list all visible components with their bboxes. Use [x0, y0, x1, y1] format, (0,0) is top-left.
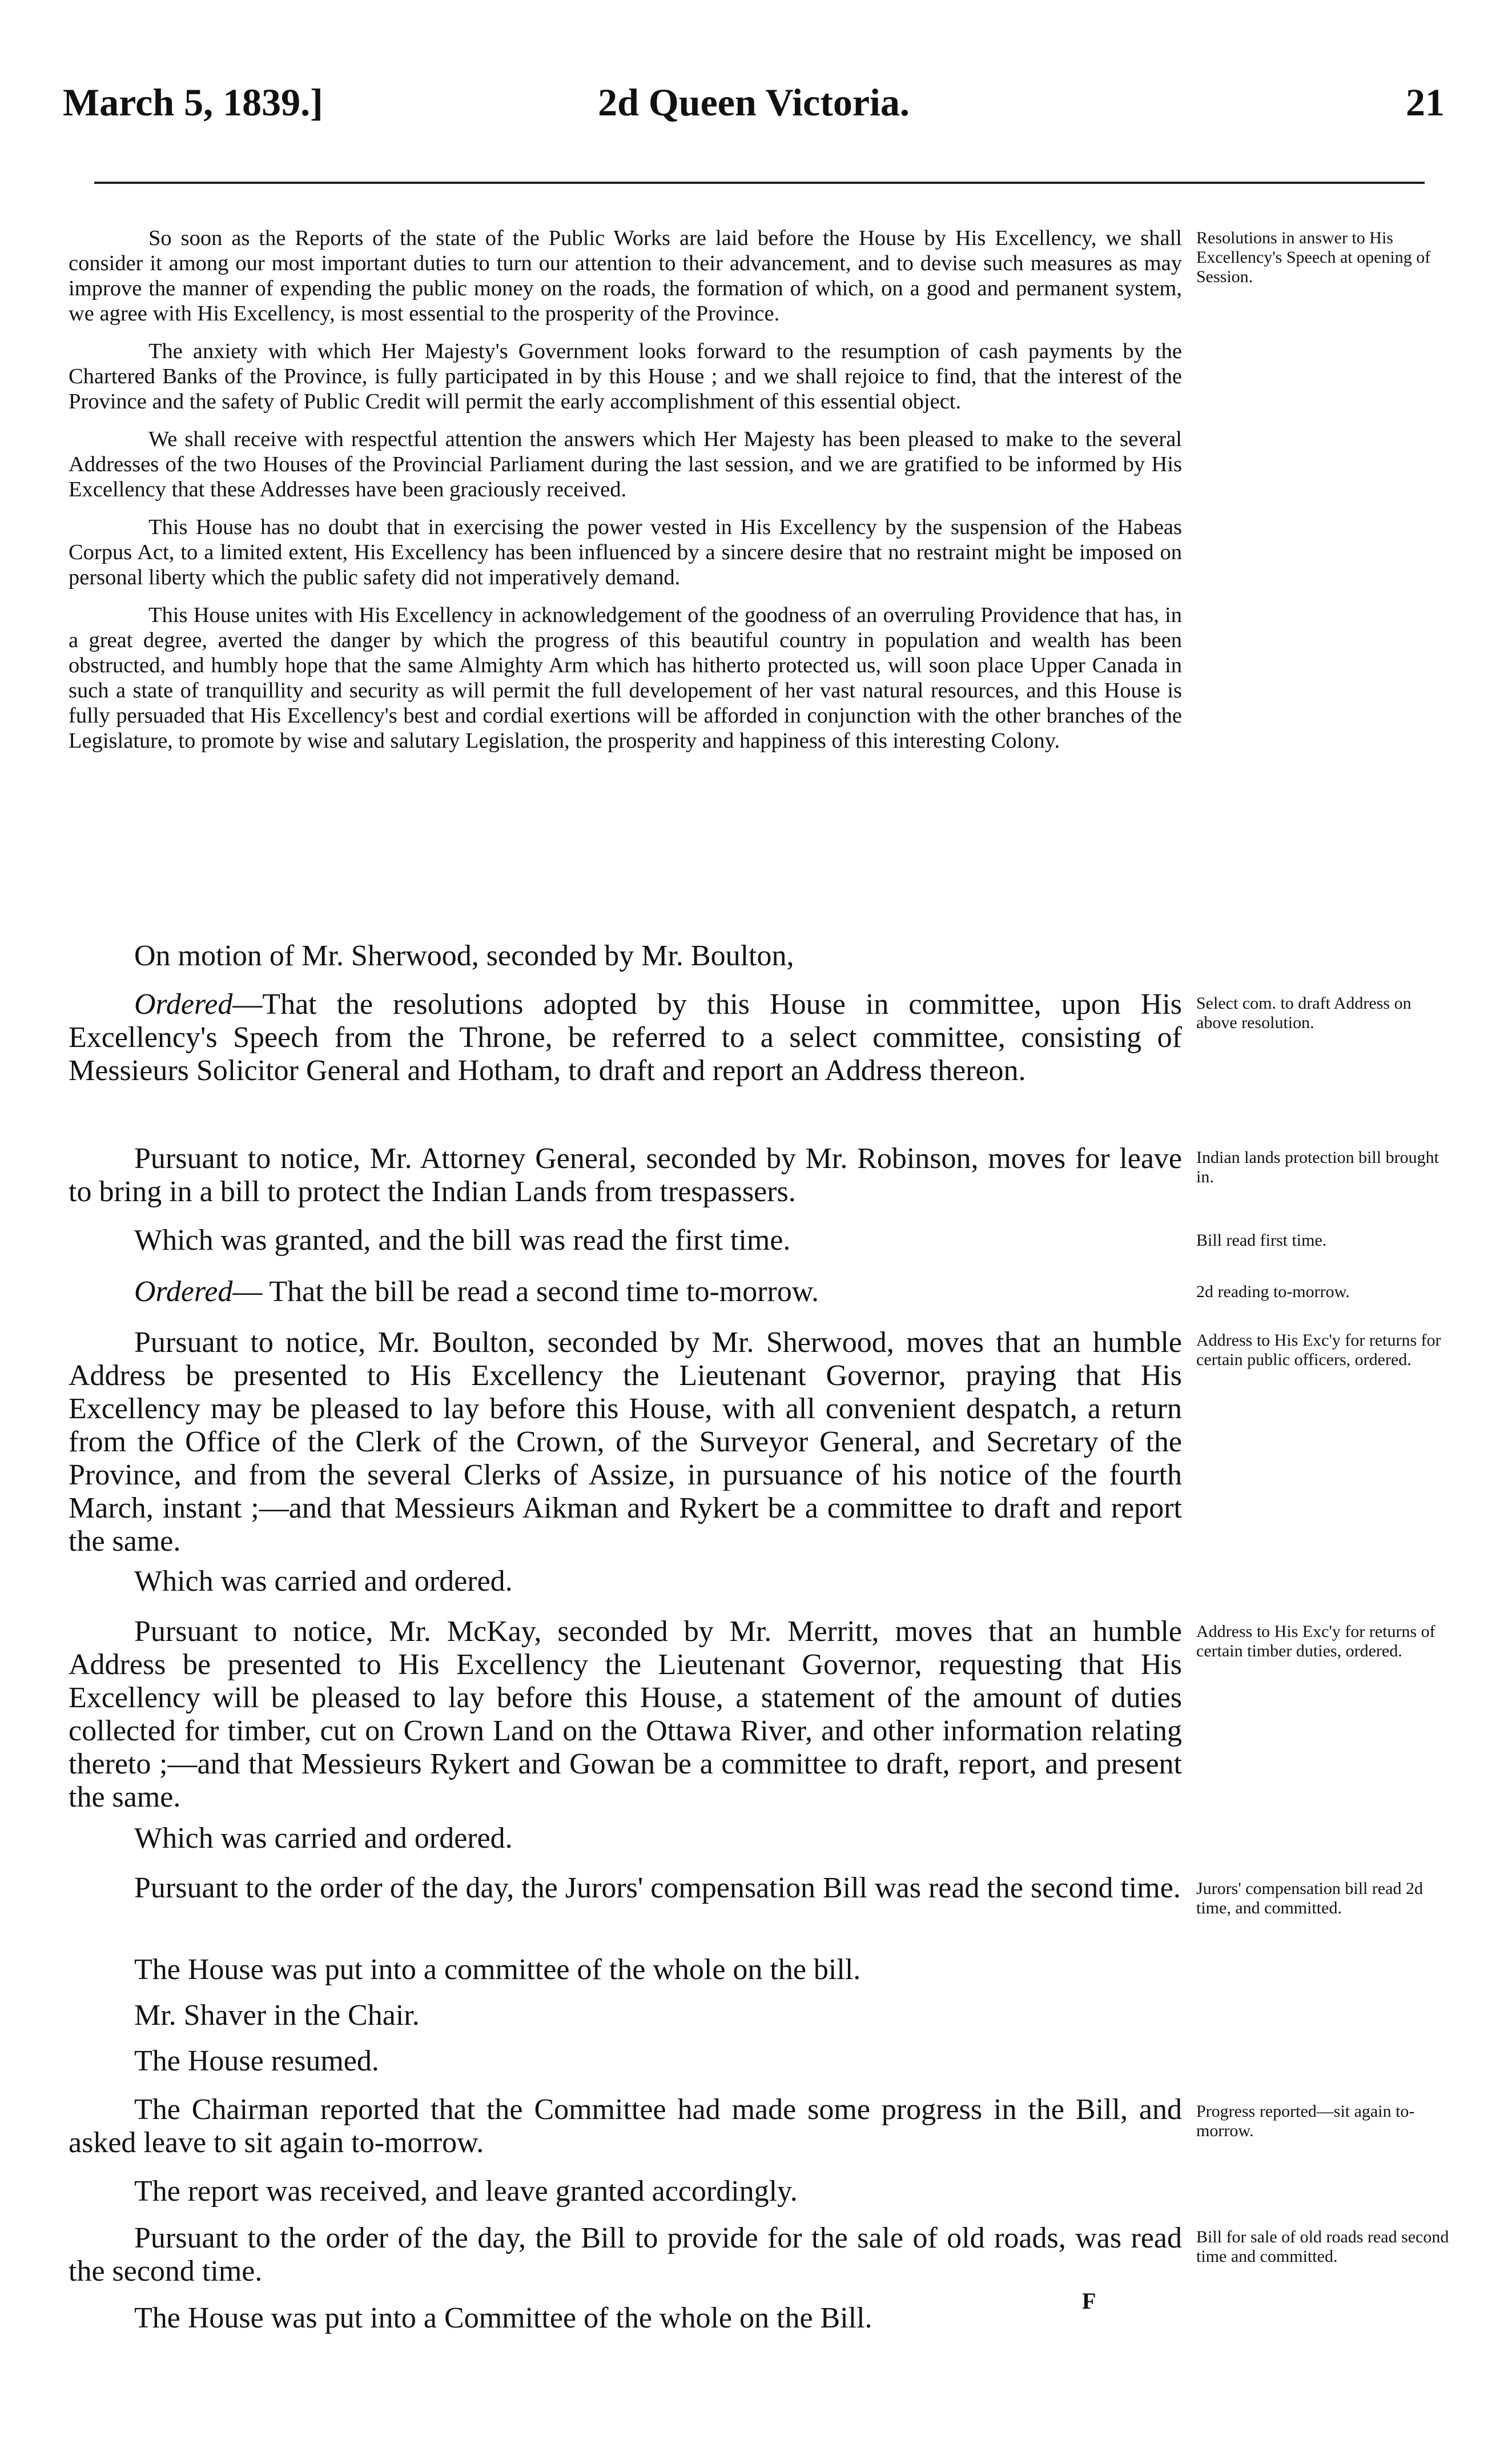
- resolution-paragraph: We shall receive with respectful attention the answers which Her Majesty has been pleased to make to the several Addresses of the two Houses of the Provincial Parliament during the last session, and we are gratified to be informed by His Excellency that these Addresses have been graciously received.: [69, 427, 1182, 501]
- margin-note: Indian lands protection bill brought in.: [1196, 1148, 1439, 1186]
- margin-note: Progress reported—sit again to-morrow.: [1196, 2102, 1415, 2140]
- margin-note: Resolutions in answer to His Excellency's Speech at opening of Session.: [1196, 228, 1431, 286]
- resolution-paragraph: So soon as the Reports of the state of the Public Works are laid before the House by His Excellency, we shall consider it among our most important duties to turn our attention to their advancement, and to devise such measures as may improve the manner of expending the public money on the roads, the formation of which, on a good and permanent system, we agree with His Excellency, is most essential to the prosperity of the Province.: [69, 226, 1182, 326]
- ordered-label: Ordered: [134, 1275, 233, 1308]
- ordered-label: Ordered: [134, 988, 233, 1021]
- report-received: The report was received, and leave granted accordingly.: [134, 2175, 798, 2208]
- bill-granted: Which was granted, and the bill was read the first time.: [134, 1224, 791, 1257]
- resolution-paragraph: The anxiety with which Her Majesty's Government looks forward to the resumption of cash payments by the Chartered Banks of the Province, is fully participated in by this House ; and we shall rejoice to find, that the interest of the Province and the safety of Public Credit will permit the early accomplishment of this essential object.: [69, 339, 1182, 414]
- ordered-select-committee: [69, 988, 1182, 1087]
- ordered-text: — That the bill be read a second time to-morrow.: [232, 1275, 819, 1308]
- address-officers-motion: Pursuant to notice, Mr. Boulton, seconded by Mr. Sherwood, moves that an humble Address be presented to His Excellency the Lieutenant Governor, praying that His Excellency may be pleased to lay before this House, with all convenient despatch, a return from the Office of the Clerk of the Crown, of the Surveyor General, and Secretary of the Province, and from the several Clerks of Assize, in pursuance of his notice of the fourth March, instant ;—and that Messieurs Aikman and Rykert be a committee to draft and report the same.: [69, 1326, 1182, 1558]
- margin-note: Select com. to draft Address on above resolution.: [1196, 994, 1412, 1032]
- carried-ordered: Which was carried and ordered.: [134, 1565, 513, 1598]
- motion-line: On motion of Mr. Sherwood, seconded by Mr. Boulton,: [134, 940, 794, 972]
- jurors-bill: Pursuant to the order of the day, the Jurors' compensation Bill was read the second time.: [134, 1872, 1181, 1904]
- carried-ordered: Which was carried and ordered.: [134, 1822, 513, 1855]
- header-date: March 5, 1839.]: [63, 81, 323, 124]
- page-header: [63, 80, 1445, 143]
- resolution-paragraph: This House has no doubt that in exercising the power vested in His Excellency by the suspension of the Habeas Corpus Act, to a limited extent, His Excellency has been influenced by a sincere desire that no restraint might be imposed on personal liberty which the public safety did not imperatively demand.: [69, 515, 1182, 589]
- committee-line: The House was put into a committee of the whole on the bill.: [134, 1953, 861, 1986]
- old-roads-bill: Pursuant to the order of the day, the Bill to provide for the sale of old roads, was read the second time.: [69, 2222, 1182, 2288]
- resolutions-block: [69, 226, 1182, 766]
- chair-line: Mr. Shaver in the Chair.: [134, 1999, 420, 2032]
- margin-note: Bill for sale of old roads read second time and committed.: [1196, 2228, 1449, 2266]
- indian-lands-motion: Pursuant to notice, Mr. Attorney General, seconded by Mr. Robinson, moves for leave to bring in a bill to protect the Indian Lands from trespassers.: [69, 1142, 1182, 1208]
- signature-mark: F: [1082, 2288, 1096, 2314]
- margin-note: Bill read first time.: [1196, 1231, 1327, 1250]
- ordered-text: —That the resolutions adopted by this House in committee, upon His Excellency's Speech from the Throne, be referred to a select committee, consisting of Messieurs Solicitor General and Hotham, to draft and report an Address thereon.: [69, 988, 1182, 1087]
- page-number: 21: [1406, 81, 1445, 124]
- header-rule: [94, 182, 1425, 184]
- margin-note: Address to His Exc'y for returns of certain timber duties, ordered.: [1196, 1622, 1435, 1660]
- margin-note: Address to His Exc'y for returns for certain public officers, ordered.: [1196, 1331, 1441, 1369]
- ordered-second-reading: [69, 1275, 1182, 1309]
- chairman-report: The Chairman reported that the Committee had made some progress in the Bill, and asked leave to sit again to-morrow.: [69, 2093, 1182, 2159]
- resumed-line: The House resumed.: [134, 2045, 379, 2077]
- committee-line: The House was put into a Committee of the whole on the Bill.: [134, 2302, 872, 2334]
- resolution-paragraph: This House unites with His Excellency in acknowledgement of the goodness of an overruling Providence that has, in a great degree, averted the danger by which the progress of this beautiful country in population and wealth has been obstructed, and humbly hope that the same Almighty Arm which has hitherto protected us, will soon place Upper Canada in such a state of tranquillity and security as will permit the full developement of her vast natural resources, and this House is fully persuaded that His Excellency's best and cordial exertions will be afforded in conjunction with the other branches of the Legislature, to promote by wise and salutary Legislation, the prosperity and happiness of this interesting Colony.: [69, 603, 1182, 753]
- header-title: 2d Queen Victoria.: [598, 81, 910, 124]
- margin-note: Jurors' compensation bill read 2d time, and committed.: [1196, 1879, 1423, 1917]
- margin-note: 2d reading to-morrow.: [1196, 1282, 1350, 1301]
- address-timber-motion: Pursuant to notice, Mr. McKay, seconded by Mr. Merritt, moves that an humble Address be presented to His Excellency the Lieutenant Governor, requesting that His Excellency will be pleased to lay before this House, a statement of the amount of duties collected for timber, cut on Crown Land on the Ottawa River, and other information relating thereto ;—and that Messieurs Rykert and Gowan be a committee to draft, report, and present the same.: [69, 1615, 1182, 1813]
